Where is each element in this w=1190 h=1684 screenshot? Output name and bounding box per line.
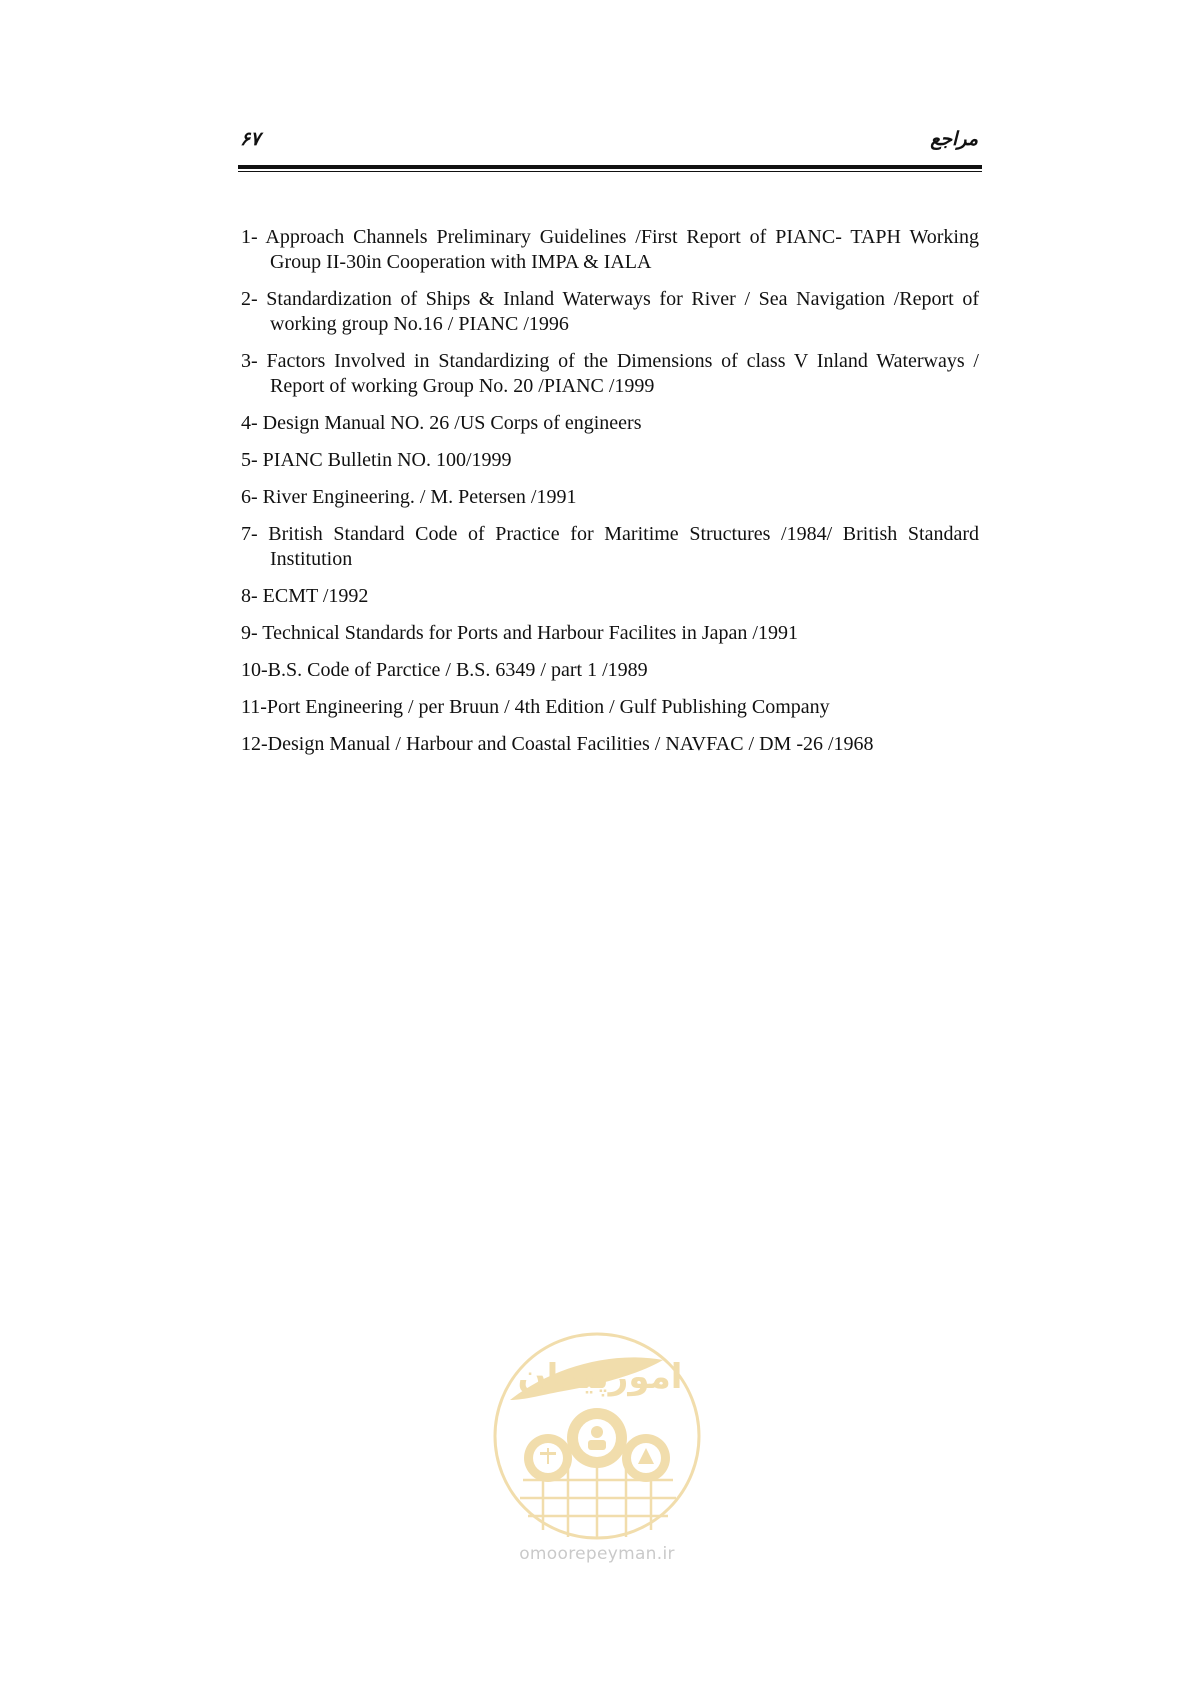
reference-item: 10-B.S. Code of Parctice / B.S. 6349 / part 1 /1989 bbox=[241, 659, 648, 681]
reference-item: 8- ECMT /1992 bbox=[241, 585, 369, 607]
reference-item: 5- PIANC Bulletin NO. 100/1999 bbox=[241, 449, 512, 471]
page-number: ۶۷ bbox=[240, 128, 261, 150]
watermark-emblem-icon bbox=[488, 1330, 706, 1542]
watermark-caption: omoorepeyman.ir bbox=[519, 1544, 675, 1564]
page-header bbox=[238, 128, 980, 158]
reference-item: 7- British Standard Code of Practice for Maritime Structures /1984/ British Standard Institution bbox=[241, 523, 979, 570]
watermark-logo bbox=[488, 1330, 706, 1580]
header-rule-thin bbox=[238, 171, 982, 172]
reference-item: 11-Port Engineering / per Bruun / 4th Edition / Gulf Publishing Company bbox=[241, 696, 830, 718]
reference-item: 9- Technical Standards for Ports and Harbour Facilites in Japan /1991 bbox=[241, 622, 798, 644]
reference-item: 12-Design Manual / Harbour and Coastal Facilities / NAVFAC / DM -26 /1968 bbox=[241, 733, 874, 755]
watermark-logo-text: امورپیمان bbox=[517, 1357, 683, 1397]
reference-item: 6- River Engineering. / M. Petersen /1991 bbox=[241, 486, 577, 508]
header-rule bbox=[238, 165, 982, 169]
reference-item: 4- Design Manual NO. 26 /US Corps of engineers bbox=[241, 412, 642, 434]
reference-item: 2- Standardization of Ships & Inland Waterways for River / Sea Navigation /Report of working group No.16 / PIANC /1996 bbox=[241, 288, 979, 335]
reference-item: 3- Factors Involved in Standardizing of the Dimensions of class V Inland Waterways / Report of working Group No. 20 /PIANC /1999 bbox=[241, 350, 979, 397]
reference-list bbox=[241, 225, 979, 769]
running-title: مراجع bbox=[930, 128, 978, 150]
reference-item: 1- Approach Channels Preliminary Guidelines /First Report of PIANC- TAPH Working Group II-30in Cooperation with IMPA & IALA bbox=[241, 226, 979, 273]
